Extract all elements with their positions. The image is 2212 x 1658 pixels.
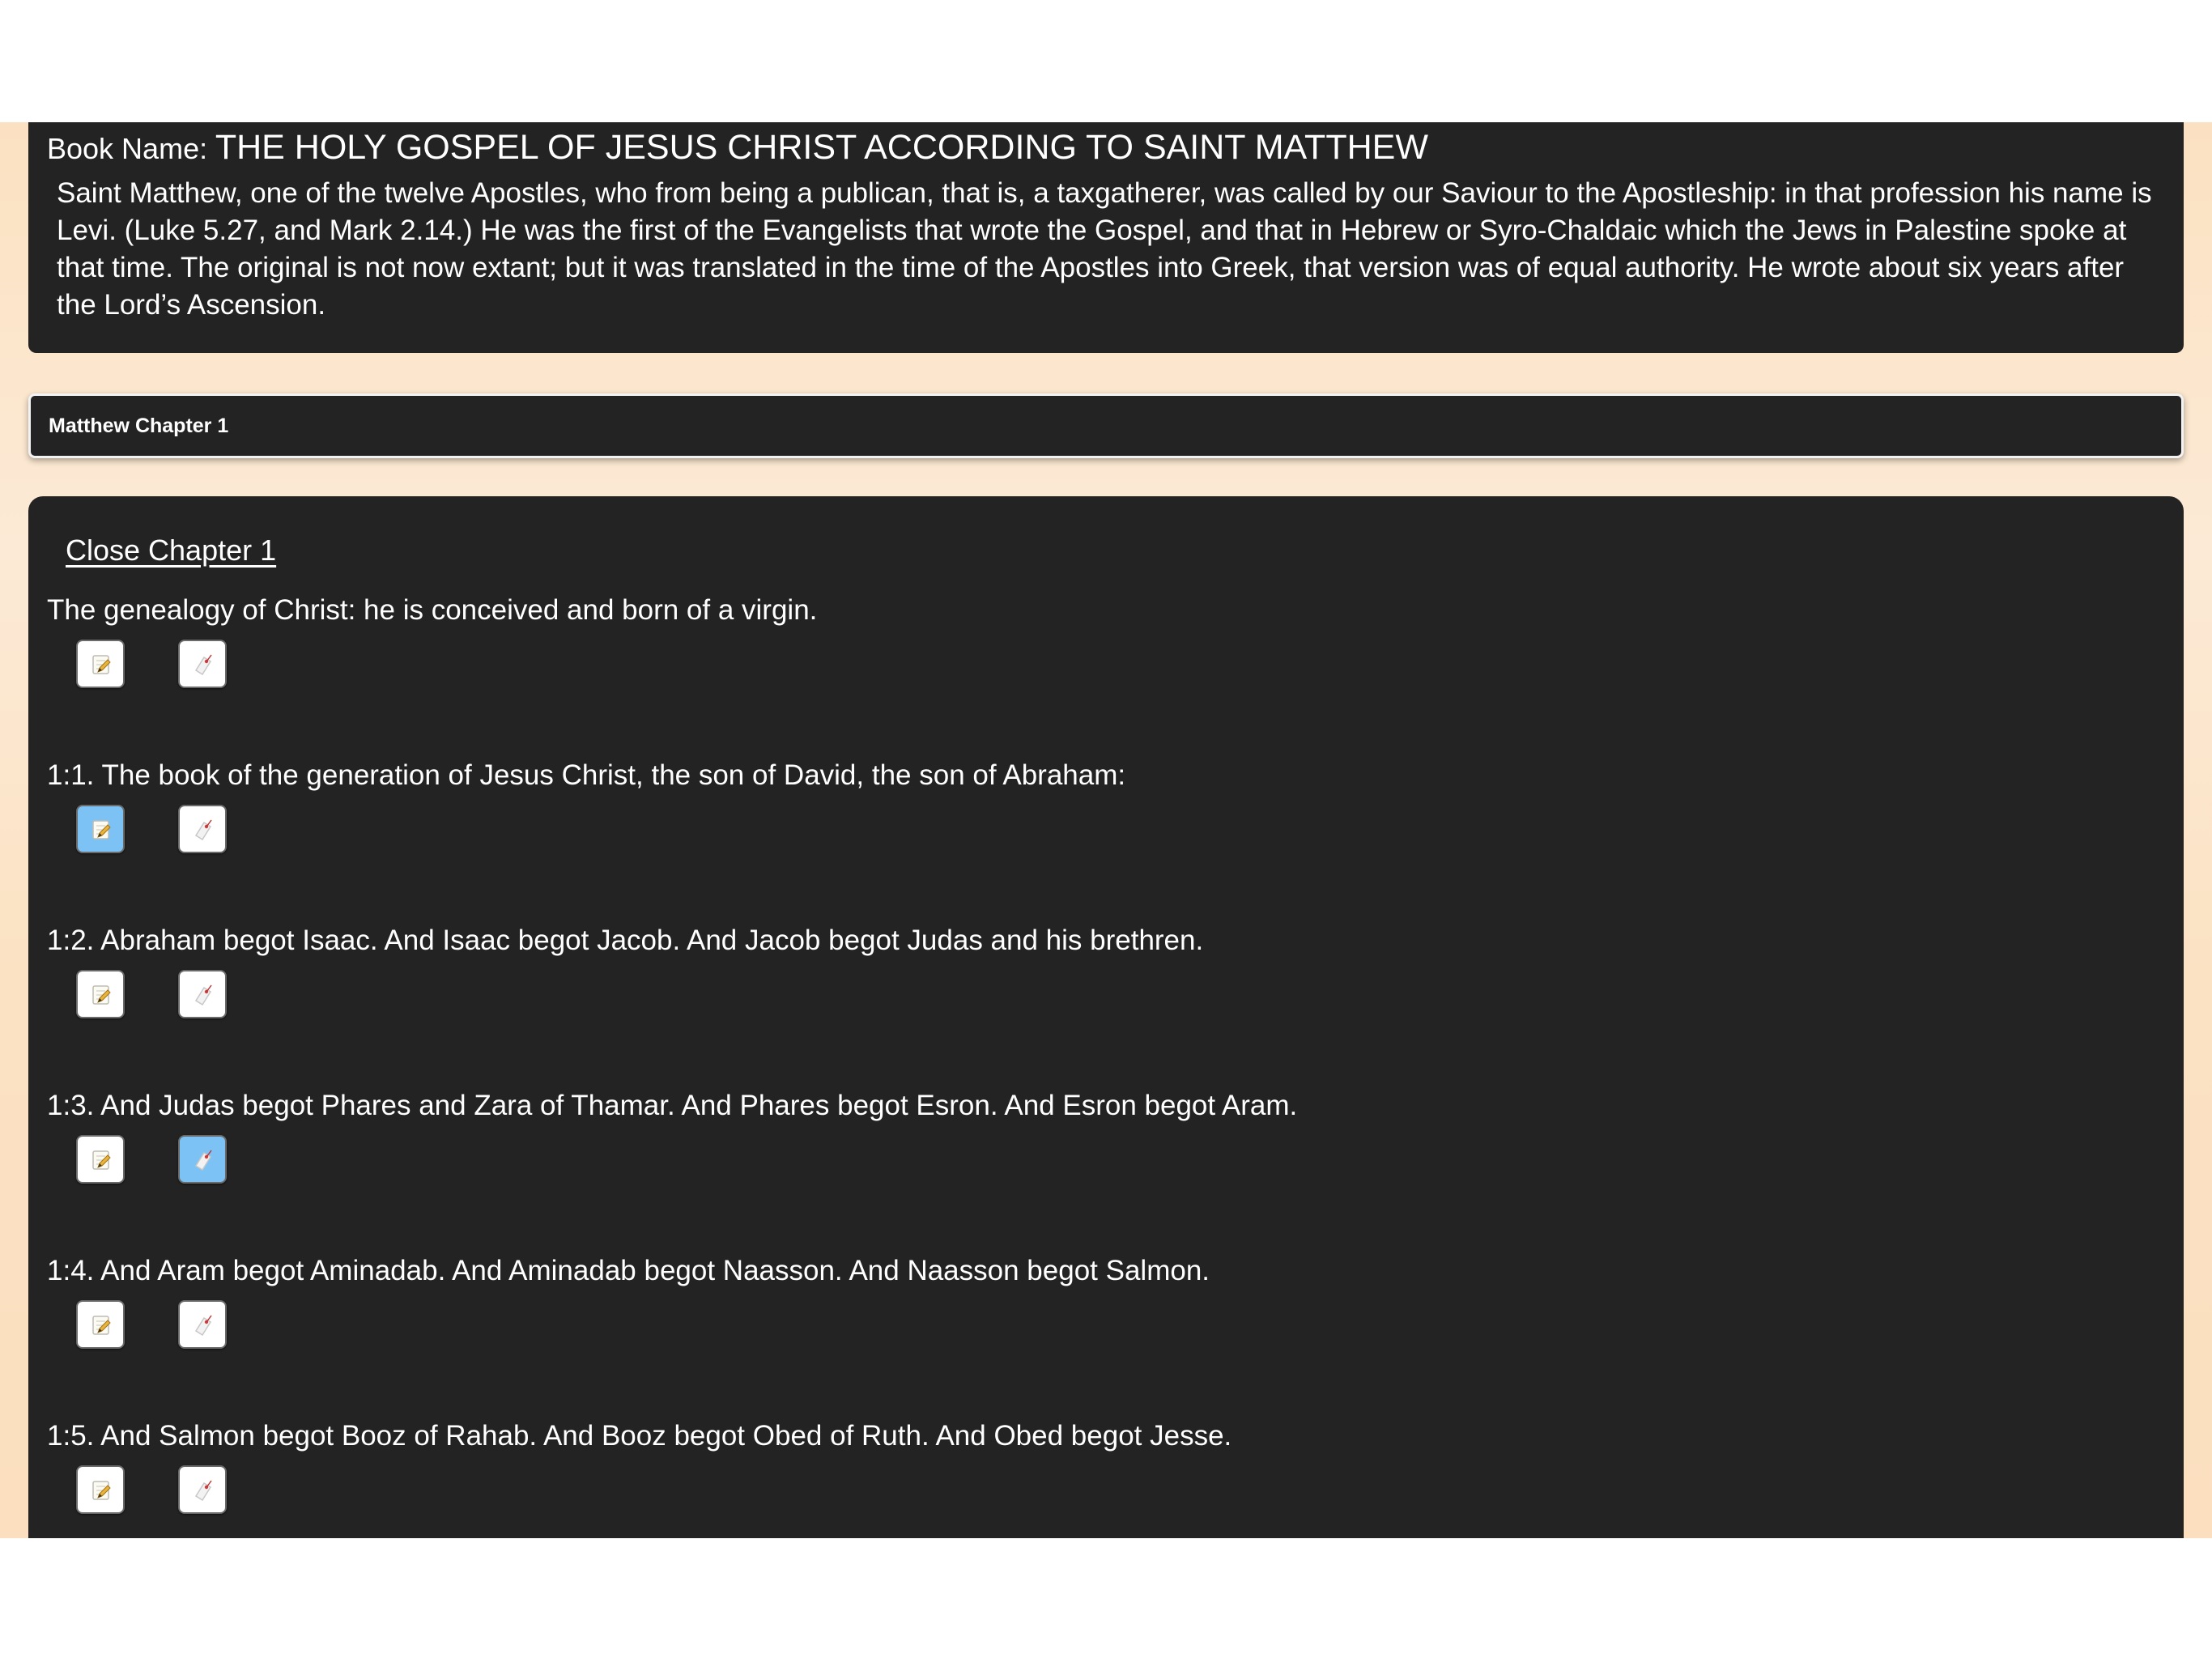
note-edit-icon bbox=[89, 818, 113, 842]
chapter-header-label: Matthew Chapter 1 bbox=[49, 414, 229, 437]
note-button[interactable] bbox=[76, 970, 125, 1018]
tag-icon bbox=[191, 1478, 215, 1503]
tag-icon bbox=[191, 1313, 215, 1337]
tag-icon bbox=[191, 818, 215, 842]
note-button[interactable] bbox=[76, 1300, 125, 1349]
tag-button[interactable] bbox=[178, 1465, 227, 1514]
verse-actions bbox=[76, 1300, 238, 1350]
verse-text: 1:1. The book of the generation of Jesus Christ, the son of David, the son of Abraham: bbox=[47, 759, 1126, 791]
tag-button[interactable] bbox=[178, 805, 227, 853]
note-button[interactable] bbox=[76, 1465, 125, 1514]
verse-text: 1:4. And Aram begot Aminadab. And Aminadab begot Naasson. And Naasson begot Salmon. bbox=[47, 1255, 1210, 1286]
note-button[interactable] bbox=[76, 640, 125, 688]
verse-actions bbox=[76, 970, 238, 1020]
chapter-header-button[interactable] bbox=[28, 393, 2184, 458]
book-name-label: Book Name: bbox=[47, 132, 208, 165]
close-chapter-link[interactable]: Close Chapter 1 bbox=[66, 534, 277, 567]
verse-item bbox=[47, 1087, 2152, 1124]
tag-button[interactable] bbox=[178, 640, 227, 688]
verse-item bbox=[47, 592, 2152, 629]
verse-item bbox=[47, 1418, 2152, 1455]
verse-item bbox=[47, 1252, 2152, 1290]
tag-icon bbox=[191, 983, 215, 1007]
verse-item bbox=[47, 922, 2152, 959]
note-button[interactable] bbox=[76, 805, 125, 853]
verse-text: 1:2. Abraham begot Isaac. And Isaac begot Jacob. And Jacob begot Judas and his brethren. bbox=[47, 925, 1204, 956]
chapter-content-panel bbox=[28, 496, 2184, 1538]
book-name-line bbox=[47, 127, 2164, 170]
tag-button[interactable] bbox=[178, 1300, 227, 1349]
verse-actions bbox=[76, 640, 238, 690]
verse-text: 1:3. And Judas begot Phares and Zara of Thamar. And Phares begot Esron. And Esron begot Aram. bbox=[47, 1090, 1298, 1121]
tag-button[interactable] bbox=[178, 970, 227, 1018]
tag-icon bbox=[191, 1148, 215, 1172]
book-description: Saint Matthew, one of the twelve Apostles, who from being a publican, that is, a taxgatherer, was called by our Saviour to the Apostleship: in that profession his name is Levi. (Luke 5.27, and Mark 2.14.) He was the first of the Evangelists that wrote the Gospel, and that in Hebrew or Syro-Chaldaic which the Jews in Palestine spoke at that time. The original is not now extant; but it was translated in the time of the Apostles into Greek, that version was of equal authority. He wrote about six years after the Lord’s Ascension. bbox=[57, 177, 2152, 321]
note-edit-icon bbox=[89, 1313, 113, 1337]
book-info-panel bbox=[28, 122, 2184, 353]
book-title: THE HOLY GOSPEL OF JESUS CHRIST ACCORDING TO SAINT MATTHEW bbox=[215, 128, 1428, 167]
note-edit-icon bbox=[89, 653, 113, 677]
note-button[interactable] bbox=[76, 1135, 125, 1184]
verse-actions bbox=[76, 1465, 238, 1516]
tag-button[interactable] bbox=[178, 1135, 227, 1184]
note-edit-icon bbox=[89, 1148, 113, 1172]
verse-actions bbox=[76, 1135, 238, 1185]
verse-actions bbox=[76, 805, 238, 855]
app-area bbox=[0, 122, 2212, 1538]
verse-text: 1:5. And Salmon begot Booz of Rahab. And Booz begot Obed of Ruth. And Obed begot Jesse. bbox=[47, 1420, 1232, 1452]
note-edit-icon bbox=[89, 983, 113, 1007]
verse-item bbox=[47, 757, 2152, 794]
tag-icon bbox=[191, 653, 215, 677]
note-edit-icon bbox=[89, 1478, 113, 1503]
verse-text: The genealogy of Christ: he is conceived and born of a virgin. bbox=[47, 594, 818, 626]
